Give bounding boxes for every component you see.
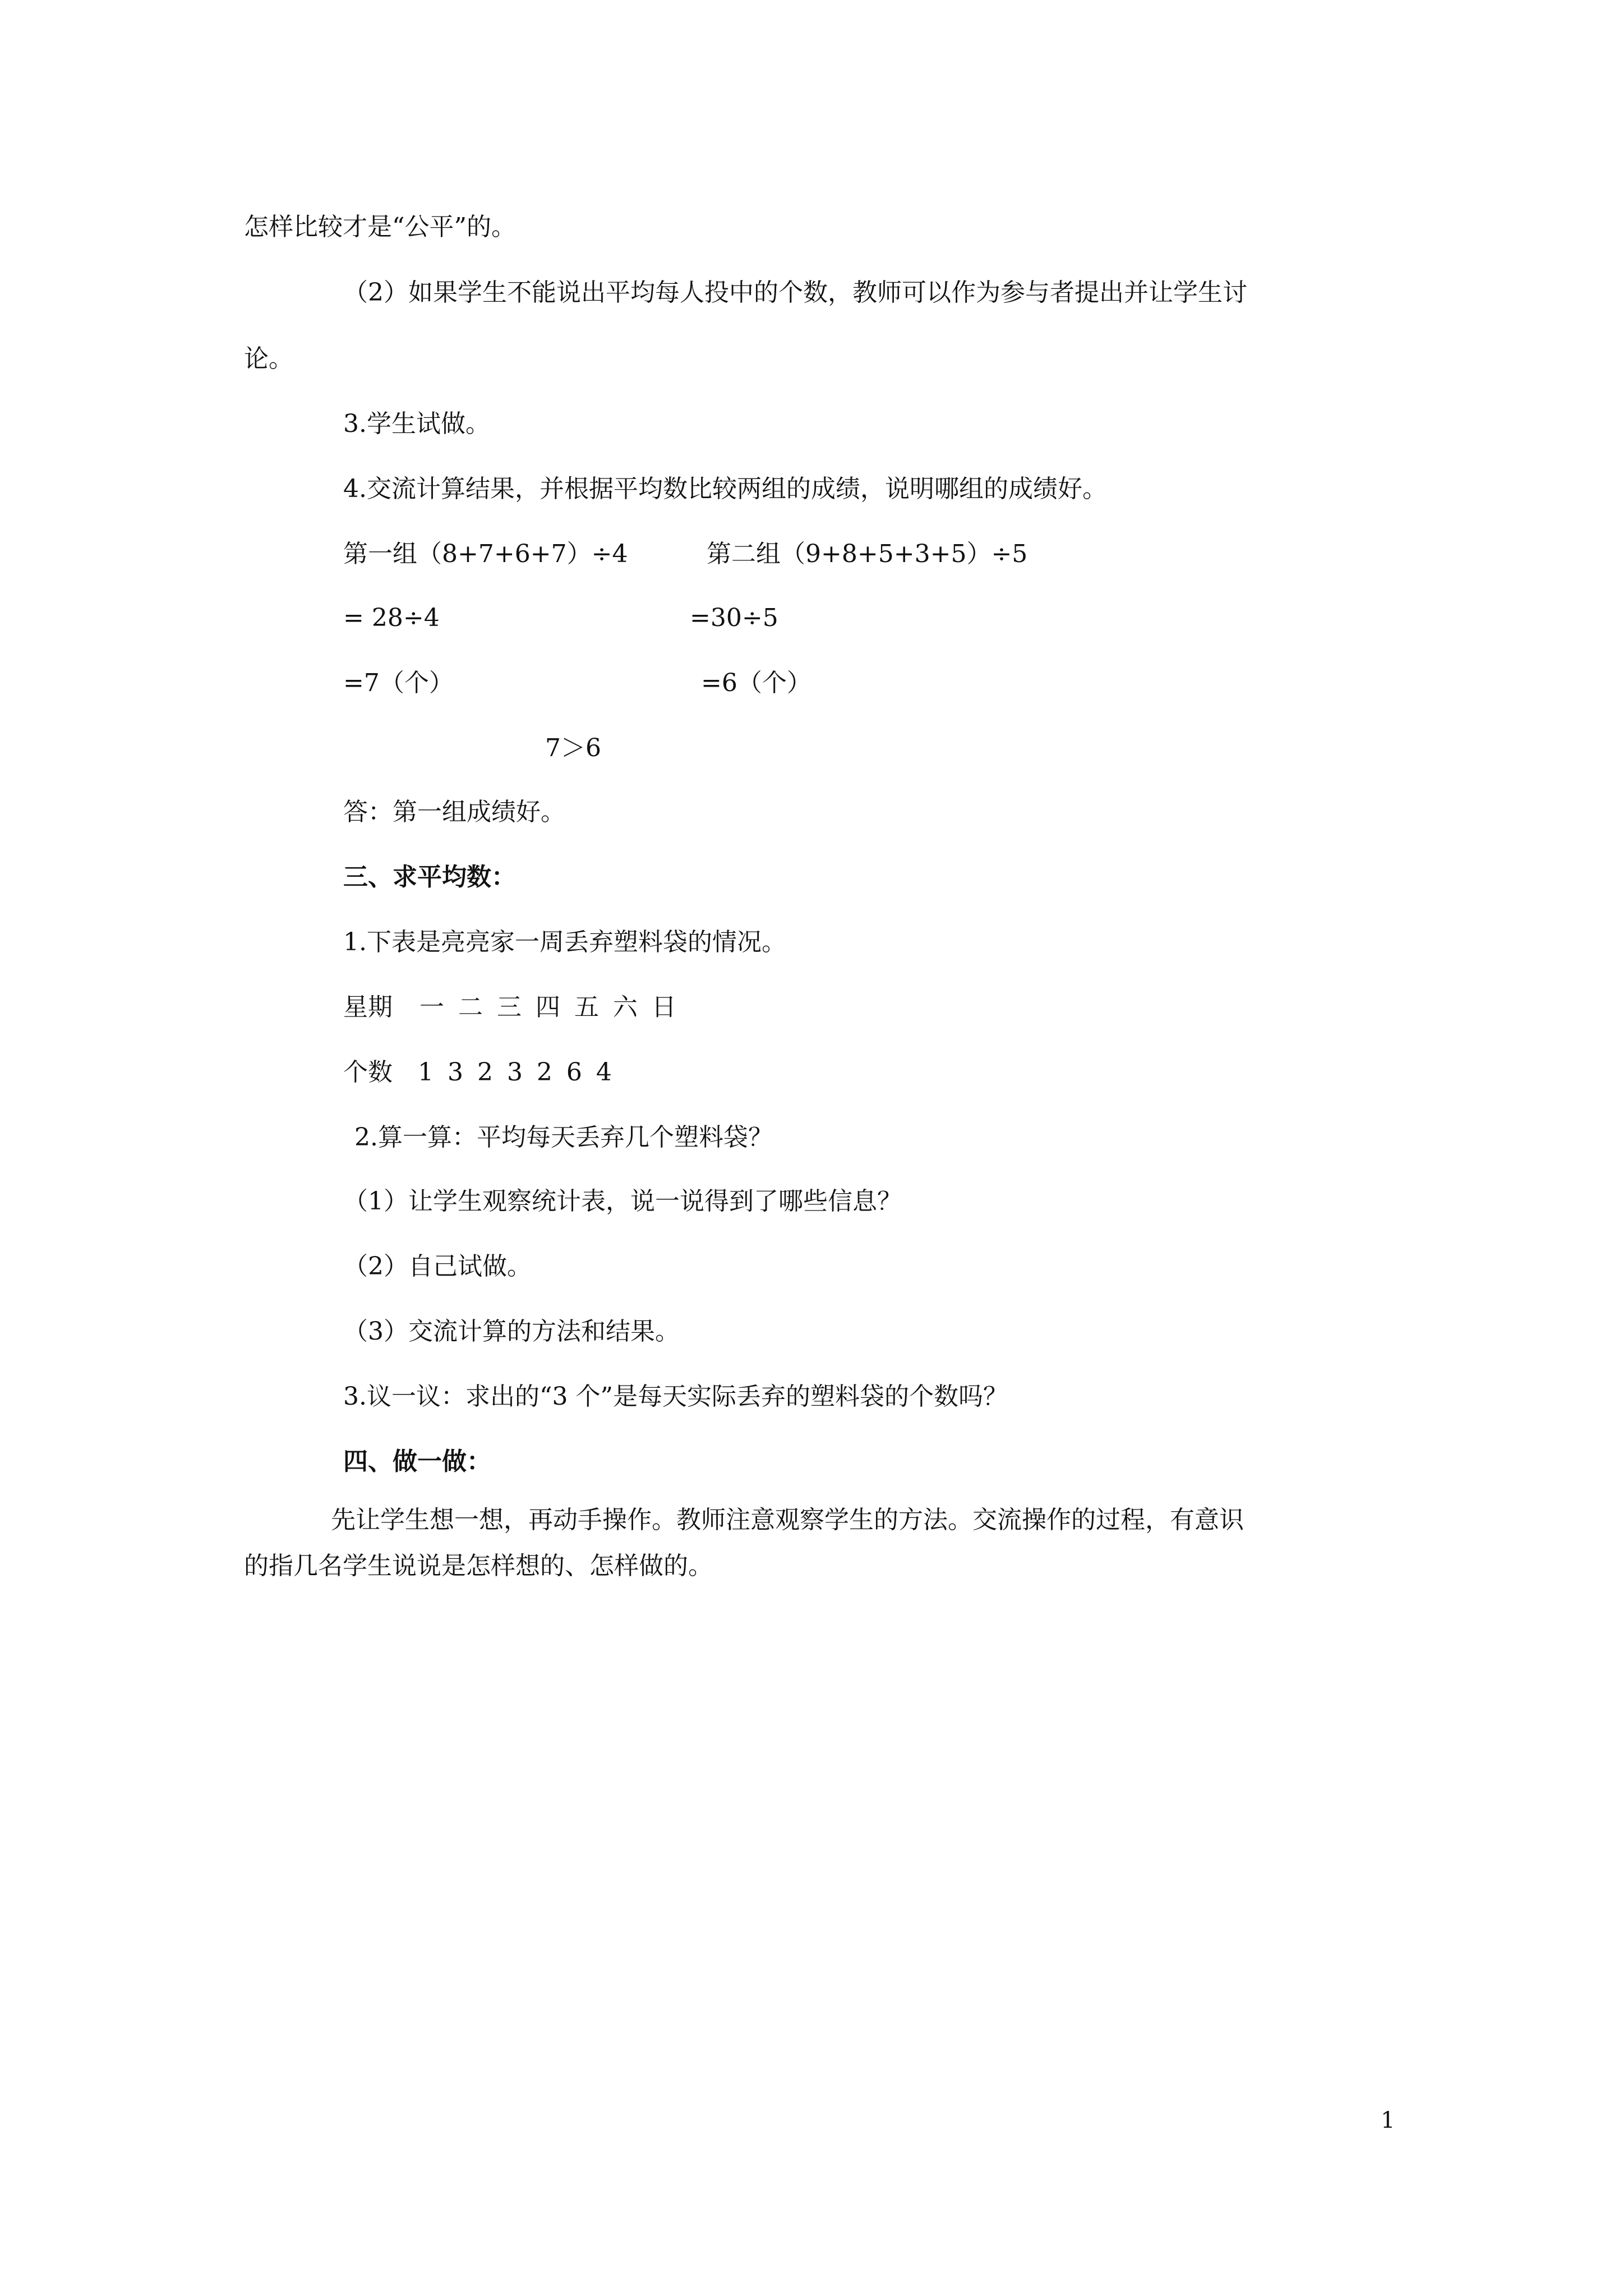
text-line: 的指几名学生说说是怎样想的、怎样做的。 [244, 1552, 713, 1580]
section-heading: 四、做一做： [343, 1447, 491, 1476]
text-line: 4.交流计算结果，并根据平均数比较两组的成绩，说明哪组的成绩好。 [343, 475, 1107, 503]
table-row-label: 星期 [343, 993, 393, 1022]
comparison: 7＞6 [545, 734, 601, 762]
group1-expression: 第一组（8+7+6+7）÷4 [343, 540, 628, 568]
text-line: 1.下表是亮亮家一周丢弃塑料袋的情况。 [343, 928, 786, 956]
group1-step2: =7（个） [343, 669, 454, 697]
table-row-label: 个数 [343, 1058, 393, 1087]
table-row-values: 1 3 2 3 2 6 4 [418, 1058, 612, 1087]
text-line: （2）如果学生不能说出平均每人投中的个数，教师可以作为参与者提出并让学生讨 [343, 278, 1247, 307]
table-row-values: 一 二 三 四 五 六 日 [419, 993, 676, 1022]
page-number: 1 [1381, 2108, 1395, 2133]
text-line: （2）自己试做。 [343, 1252, 532, 1281]
text-line: 3.学生试做。 [343, 409, 490, 438]
section-heading: 三、求平均数： [343, 863, 516, 891]
group2-step1: =30÷5 [690, 604, 778, 632]
text-line: 先让学生想一想，再动手操作。教师注意观察学生的方法。交流操作的过程，有意识 [331, 1506, 1244, 1534]
text-line: 2.算一算：平均每天丢弃几个塑料袋？ [354, 1123, 773, 1152]
text-line: （1）让学生观察统计表，说一说得到了哪些信息？ [343, 1187, 902, 1216]
answer-line: 答：第一组成绩好。 [343, 798, 565, 826]
text-line: 怎样比较才是“公平”的。 [244, 213, 516, 241]
text-line: 3.议一议：求出的“3 个”是每天实际丢弃的塑料袋的个数吗？ [343, 1382, 1008, 1411]
group2-expression: 第二组（9+8+5+3+5）÷5 [707, 540, 1028, 568]
group1-step1: = 28÷4 [343, 604, 440, 632]
group2-step2: =6（个） [701, 669, 811, 697]
text-line: （3）交流计算的方法和结果。 [343, 1317, 680, 1346]
text-line: 论。 [244, 344, 293, 373]
